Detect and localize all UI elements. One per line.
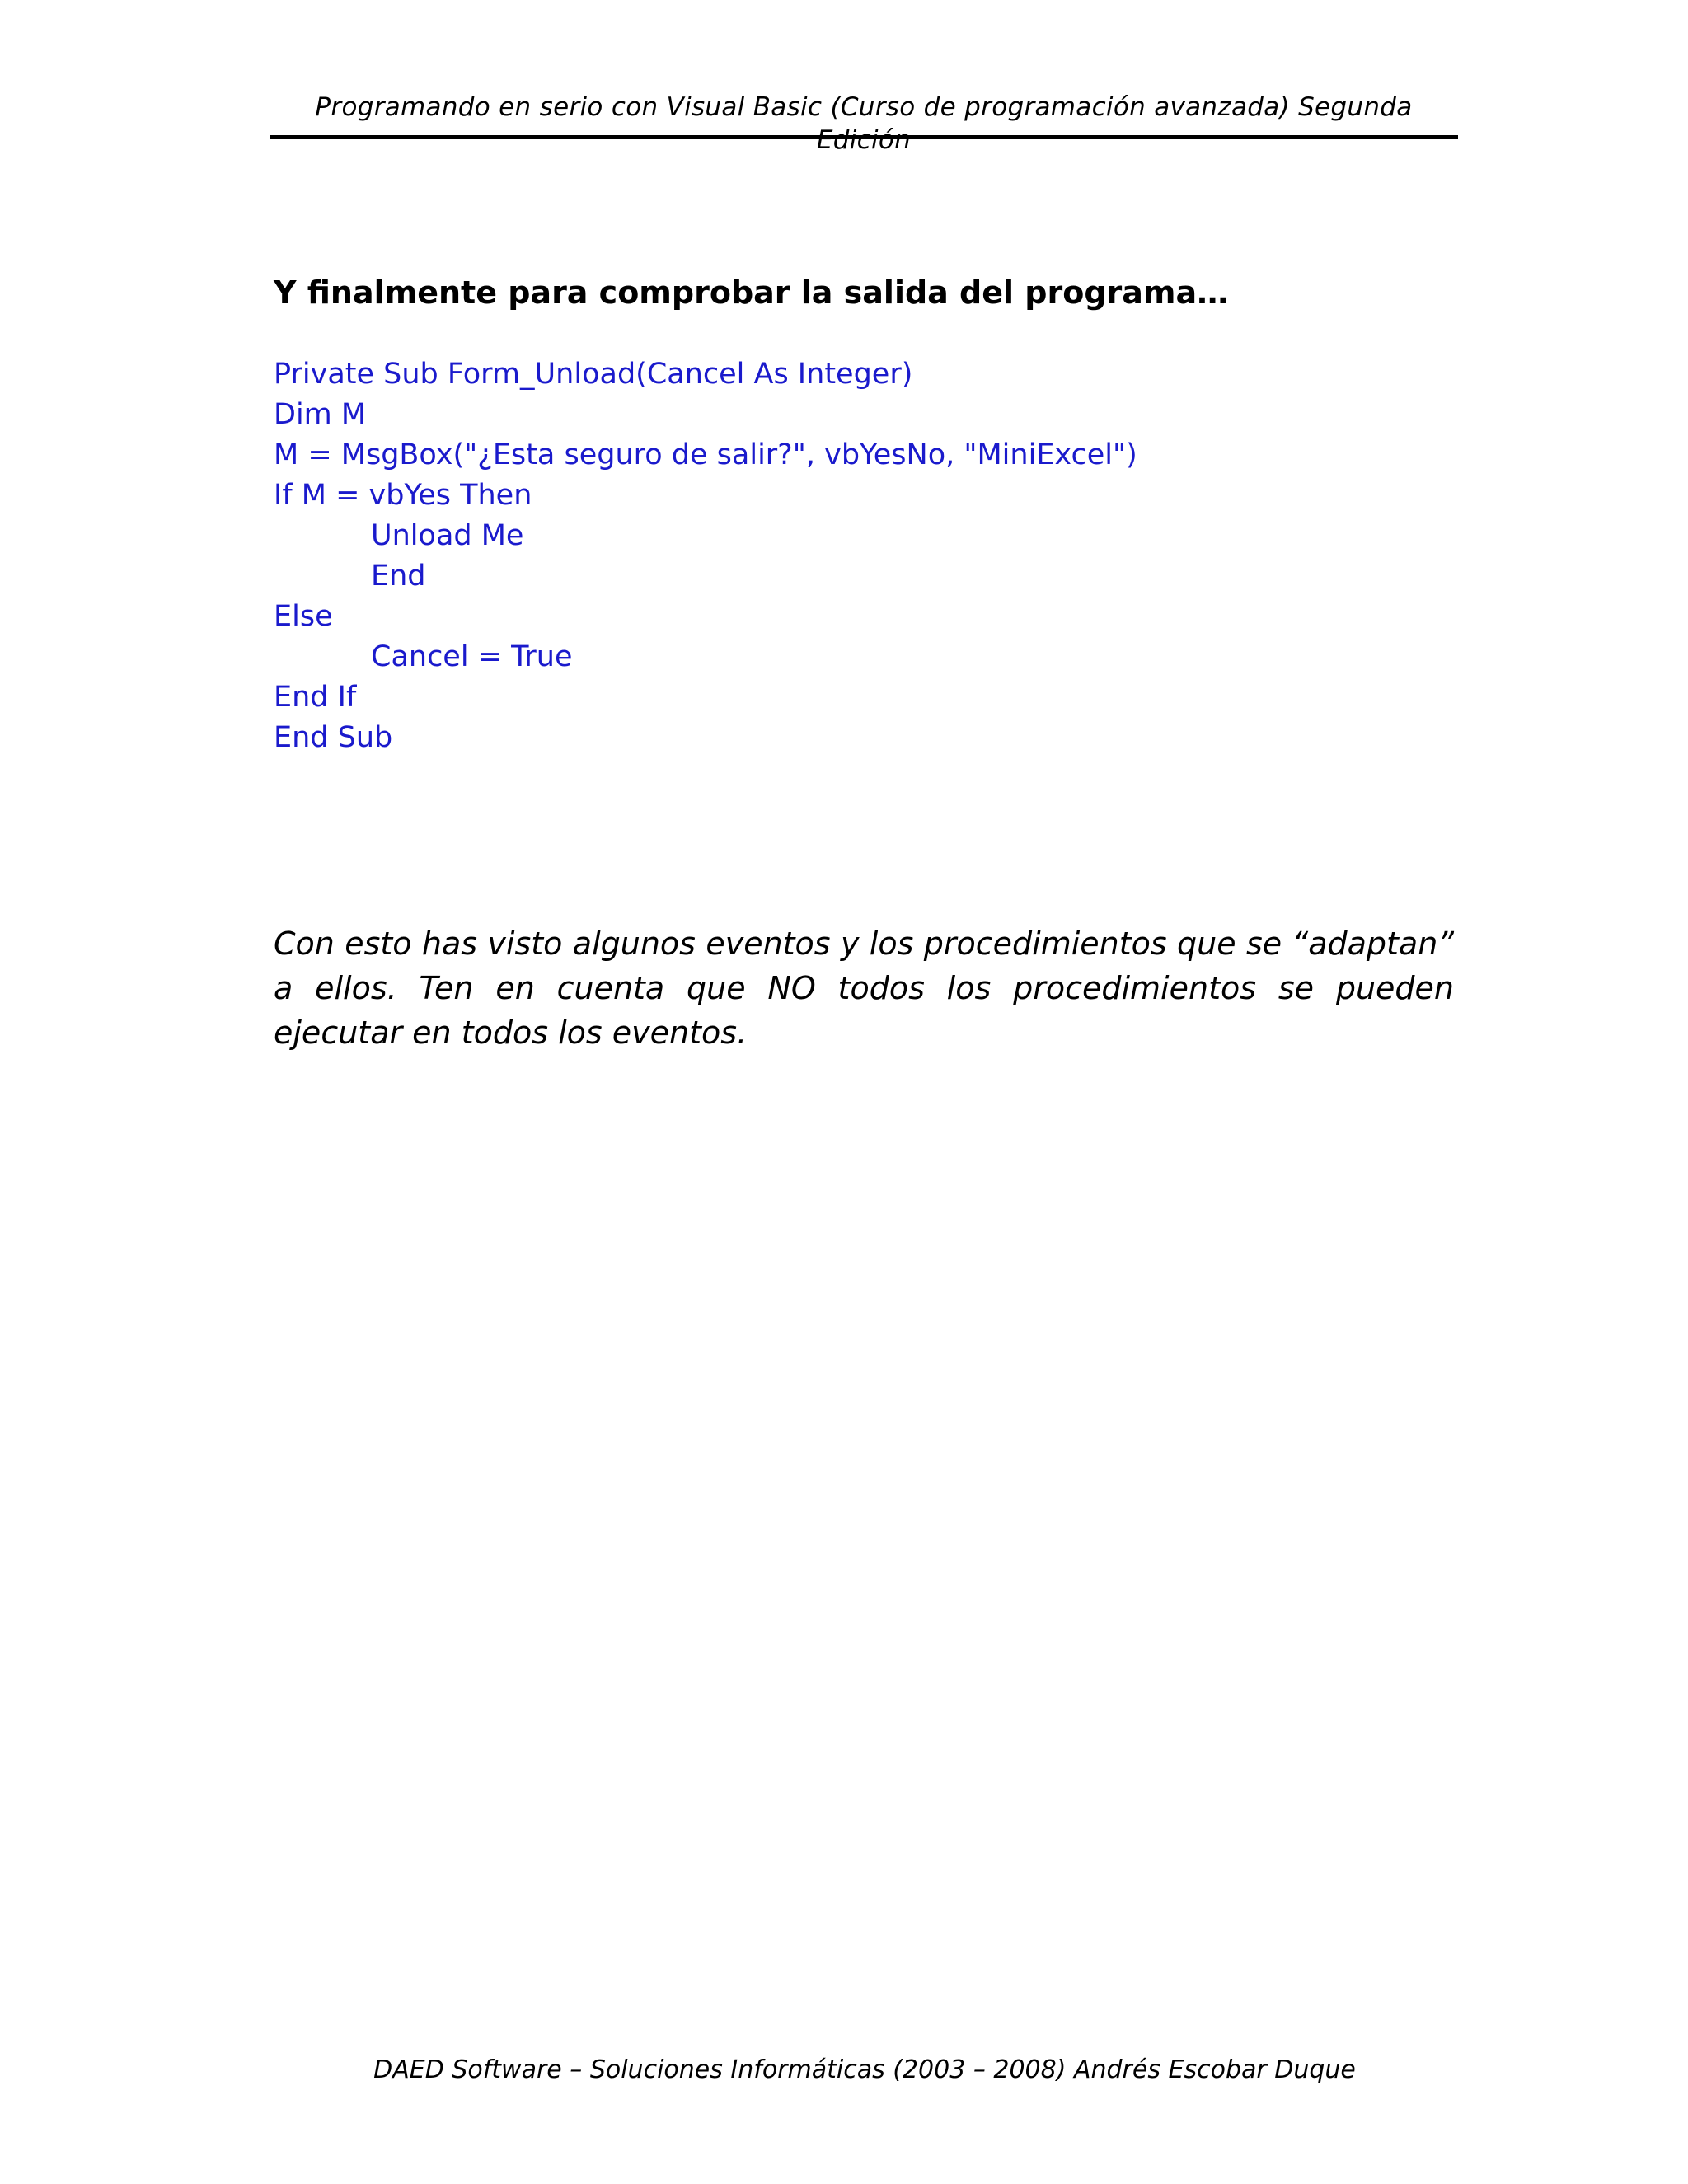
code-line: Private Sub Form_Unload(Cancel As Integer) <box>274 358 913 391</box>
page-footer <box>0 2054 1688 2087</box>
code-line: End Sub <box>274 721 393 754</box>
code-line: M = MsgBox("¿Esta seguro de salir?", vbYesNo, "MiniExcel") <box>274 438 1137 471</box>
code-line: End <box>371 560 426 593</box>
code-block <box>274 354 1444 758</box>
code-line: Cancel = True <box>371 640 573 673</box>
page-header <box>270 91 1458 155</box>
code-line: Dim M <box>274 398 367 431</box>
code-line: End If <box>274 681 357 714</box>
code-line: Else <box>274 600 333 633</box>
footer-text: DAED Software – Soluciones Informáticas (2003 – 2008) Andrés Escobar Duque <box>373 2055 1356 2084</box>
intro-heading: Y finalmente para comprobar la salida del programa… <box>274 274 1229 311</box>
closing-paragraph: Con esto has visto algunos eventos y los procedimientos que se “adaptan” a ellos. Ten en cuenta que NO todos los procedimientos se pueden ejecutar en todos los eventos. <box>274 926 1454 1051</box>
code-line: If M = vbYes Then <box>274 479 532 512</box>
code-line: Unload Me <box>371 519 524 552</box>
header-title: Programando en serio con Visual Basic (Curso de programación avanzada) Segunda Edición <box>315 92 1413 155</box>
